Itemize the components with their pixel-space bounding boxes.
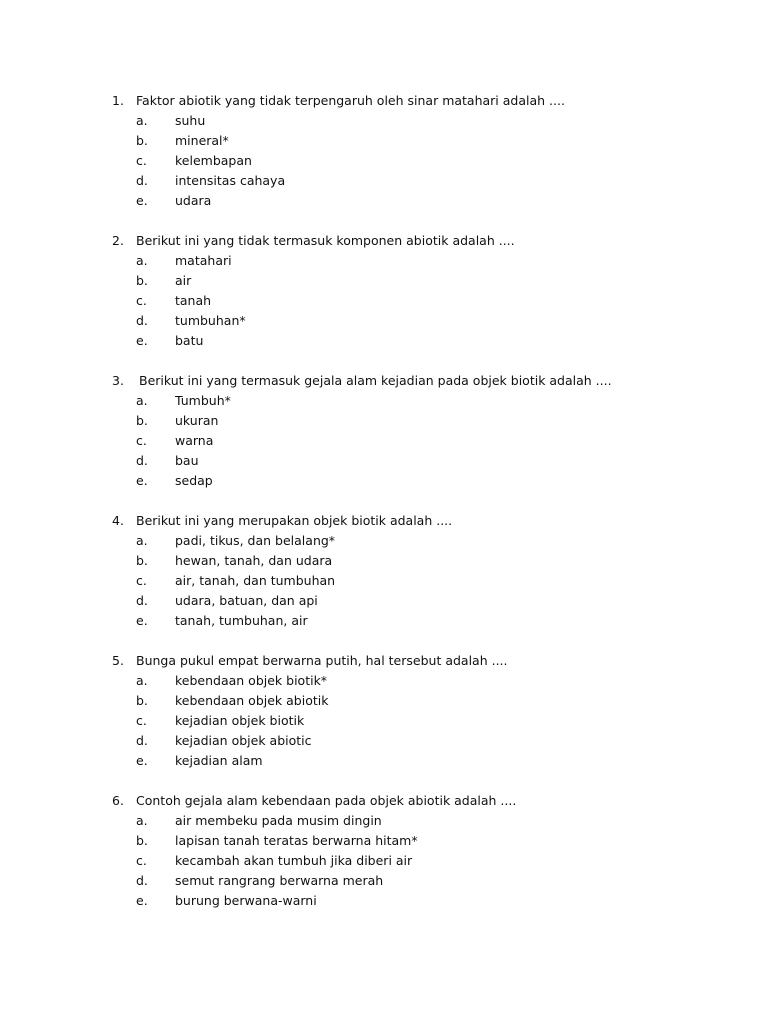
option-letter: a. <box>136 253 148 268</box>
option-text: matahari <box>175 253 232 268</box>
option-text: suhu <box>175 113 206 128</box>
option-letter: c. <box>136 853 147 868</box>
option-letter: c. <box>136 713 147 728</box>
option-b <box>0 551 768 571</box>
question-line <box>0 231 768 251</box>
option-letter: e. <box>136 333 148 348</box>
question-number: 3. <box>112 373 124 388</box>
option-letter: a. <box>136 393 148 408</box>
option-c <box>0 151 768 171</box>
option-a <box>0 811 768 831</box>
option-a <box>0 531 768 551</box>
option-d <box>0 591 768 611</box>
option-c <box>0 571 768 591</box>
option-text: mineral* <box>175 133 229 148</box>
option-letter: a. <box>136 113 148 128</box>
question-number: 2. <box>112 233 124 248</box>
option-text: tumbuhan* <box>175 313 246 328</box>
option-d <box>0 451 768 471</box>
option-text: udara <box>175 193 212 208</box>
question-3 <box>0 371 768 491</box>
option-letter: a. <box>136 673 148 688</box>
option-text: kebendaan objek abiotik <box>175 693 329 708</box>
option-text: lapisan tanah teratas berwarna hitam* <box>175 833 418 848</box>
option-text: air, tanah, dan tumbuhan <box>175 573 336 588</box>
option-text: air membeku pada musim dingin <box>175 813 382 828</box>
option-d <box>0 311 768 331</box>
question-5 <box>0 651 768 771</box>
option-d <box>0 171 768 191</box>
option-e <box>0 891 768 911</box>
option-letter: b. <box>136 273 148 288</box>
question-text: Contoh gejala alam kebendaan pada objek abiotik adalah .... <box>136 793 517 808</box>
option-letter: c. <box>136 153 147 168</box>
option-letter: b. <box>136 833 148 848</box>
option-letter: d. <box>136 593 148 608</box>
option-letter: c. <box>136 433 147 448</box>
option-text: tanah <box>175 293 212 308</box>
option-text: kejadian objek abiotic <box>175 733 312 748</box>
option-letter: d. <box>136 873 148 888</box>
option-text: Tumbuh* <box>175 393 231 408</box>
option-letter: c. <box>136 293 147 308</box>
option-b <box>0 831 768 851</box>
option-a <box>0 671 768 691</box>
option-letter: b. <box>136 693 148 708</box>
question-number: 6. <box>112 793 124 808</box>
option-c <box>0 711 768 731</box>
option-text: ukuran <box>175 413 219 428</box>
option-text: udara, batuan, dan api <box>175 593 318 608</box>
question-number: 5. <box>112 653 124 668</box>
option-e <box>0 331 768 351</box>
option-text: burung berwana-warni <box>175 893 317 908</box>
option-letter: e. <box>136 193 148 208</box>
option-text: kelembapan <box>175 153 252 168</box>
option-text: semut rangrang berwarna merah <box>175 873 384 888</box>
option-text: air <box>175 273 192 288</box>
option-a <box>0 251 768 271</box>
option-text: kecambah akan tumbuh jika diberi air <box>175 853 413 868</box>
option-d <box>0 731 768 751</box>
question-4 <box>0 511 768 631</box>
question-text: Bunga pukul empat berwarna putih, hal tersebut adalah .... <box>136 653 508 668</box>
option-text: kebendaan objek biotik* <box>175 673 328 688</box>
option-text: intensitas cahaya <box>175 173 286 188</box>
question-line <box>0 371 768 391</box>
option-e <box>0 751 768 771</box>
option-e <box>0 471 768 491</box>
option-b <box>0 271 768 291</box>
question-2 <box>0 231 768 351</box>
option-letter: b. <box>136 133 148 148</box>
option-letter: a. <box>136 813 148 828</box>
option-e <box>0 611 768 631</box>
question-line <box>0 511 768 531</box>
question-number: 4. <box>112 513 124 528</box>
question-line <box>0 651 768 671</box>
option-d <box>0 871 768 891</box>
question-6 <box>0 791 768 911</box>
option-text: padi, tikus, dan belalang* <box>175 533 336 548</box>
question-text: Berikut ini yang termasuk gejala alam kejadian pada objek biotik adalah .... <box>139 373 612 388</box>
question-number: 1. <box>112 93 124 108</box>
option-text: hewan, tanah, dan udara <box>175 553 333 568</box>
question-line <box>0 791 768 811</box>
option-letter: e. <box>136 473 148 488</box>
option-c <box>0 431 768 451</box>
option-letter: b. <box>136 553 148 568</box>
option-letter: e. <box>136 893 148 908</box>
question-1 <box>0 91 768 211</box>
option-c <box>0 291 768 311</box>
question-text: Faktor abiotik yang tidak terpengaruh oleh sinar matahari adalah .... <box>136 93 565 108</box>
option-a <box>0 111 768 131</box>
option-letter: e. <box>136 753 148 768</box>
option-text: tanah, tumbuhan, air <box>175 613 308 628</box>
option-text: kejadian alam <box>175 753 263 768</box>
option-text: sedap <box>175 473 213 488</box>
option-text: warna <box>175 433 214 448</box>
question-text: Berikut ini yang tidak termasuk komponen abiotik adalah .... <box>136 233 515 248</box>
option-text: kejadian objek biotik <box>175 713 305 728</box>
option-letter: b. <box>136 413 148 428</box>
option-letter: d. <box>136 173 148 188</box>
option-letter: a. <box>136 533 148 548</box>
option-text: batu <box>175 333 204 348</box>
option-a <box>0 391 768 411</box>
question-text: Berikut ini yang merupakan objek biotik adalah .... <box>136 513 453 528</box>
option-letter: d. <box>136 313 148 328</box>
option-letter: e. <box>136 613 148 628</box>
option-letter: d. <box>136 453 148 468</box>
option-text: bau <box>175 453 199 468</box>
question-line <box>0 91 768 111</box>
option-b <box>0 411 768 431</box>
option-e <box>0 191 768 211</box>
option-b <box>0 691 768 711</box>
option-letter: c. <box>136 573 147 588</box>
option-c <box>0 851 768 871</box>
option-b <box>0 131 768 151</box>
option-letter: d. <box>136 733 148 748</box>
